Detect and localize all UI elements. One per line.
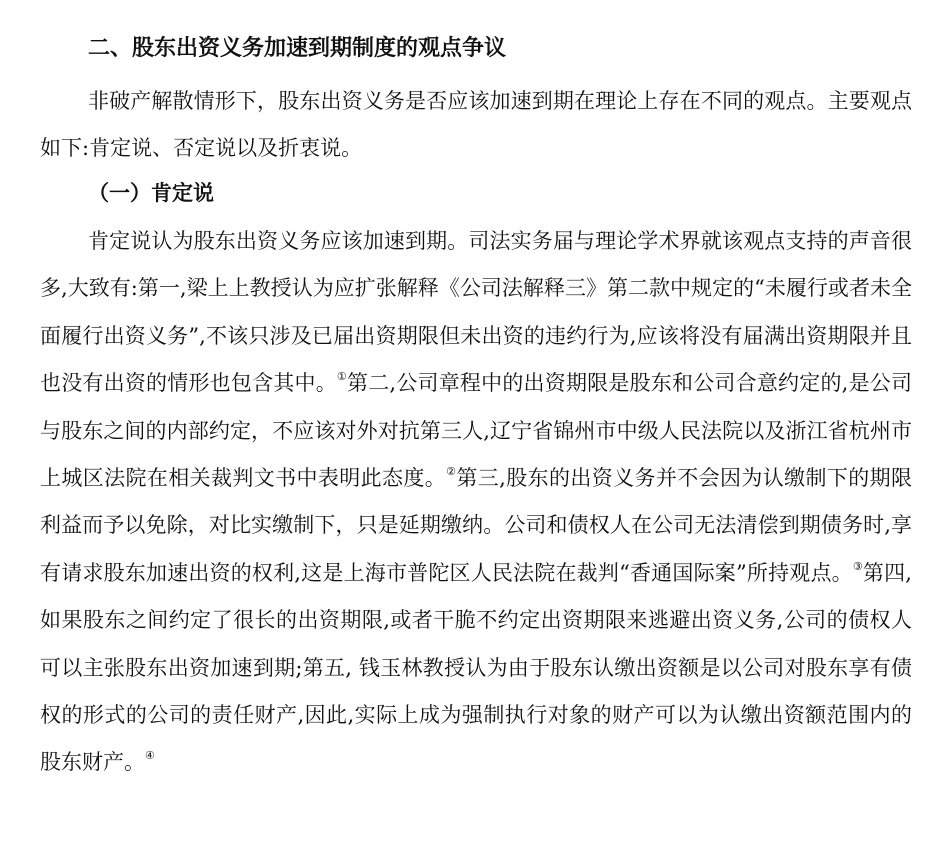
body-paragraph (40, 218, 912, 787)
footnote-marker-3: ③ (852, 559, 863, 573)
section-heading: 二、股东出资义务加速到期制度的观点争议 (88, 36, 507, 61)
body-text-segment-4: 第四,如果股东之间约定了很长的出资期限,或者干脆不约定出资期限来逃避出资义务,公司的债权人可以主张股东出资加速到期;第五, 钱玉林教授认为由于股东认缴出资额是以公司对股东享有债权的形式的公司的责任财产,因此,实际上成为强制执行对象的财产可以为认缴出资额范围内的股东财产。 (40, 560, 912, 775)
body-text-segment-3: 第三,股东的出资义务并不会因为认缴制下的期限利益而予以免除，对比实缴制下，只是延期缴纳。公司和债权人在公司无法清偿到期债务时,享有请求股东加速出资的权利,这是上海市普陀区人民法院在裁判“香通国际案”所持观点。 (40, 466, 912, 585)
subsection-heading: （一）肯定说 (88, 181, 214, 205)
footnote-marker-4: ④ (145, 749, 155, 763)
body-text-segment-1: 肯定说认为股东出资义务应该加速到期。司法实务届与理论学术界就该观点支持的声音很多,大致有:第一,梁上上教授认为应扩张解释《公司法解释三》第二款中规定的“未履行或者未全面履行出资义务”,不该只涉及已届出资期限但未出资的违约行为,应该将没有届满出资期限并且也没有出资的情形也包含其中。 (40, 229, 912, 396)
footnote-marker-1: ① (336, 370, 347, 384)
body-text-segment-2: 第二,公司章程中的出资期限是股东和公司合意约定的,是公司与股东之间的内部约定，不应该对外对抗第三人,辽宁省锦州市中级人民法院以及浙江省杭州市上城区法院在相关裁判文书中表明此态度。 (40, 371, 912, 491)
intro-paragraph: 非破产解散情形下，股东出资义务是否应该加速到期在理论上存在不同的观点。主要观点如下:肯定说、否定说以及折衷说。 (40, 89, 912, 161)
footnote-marker-2: ② (446, 465, 457, 479)
